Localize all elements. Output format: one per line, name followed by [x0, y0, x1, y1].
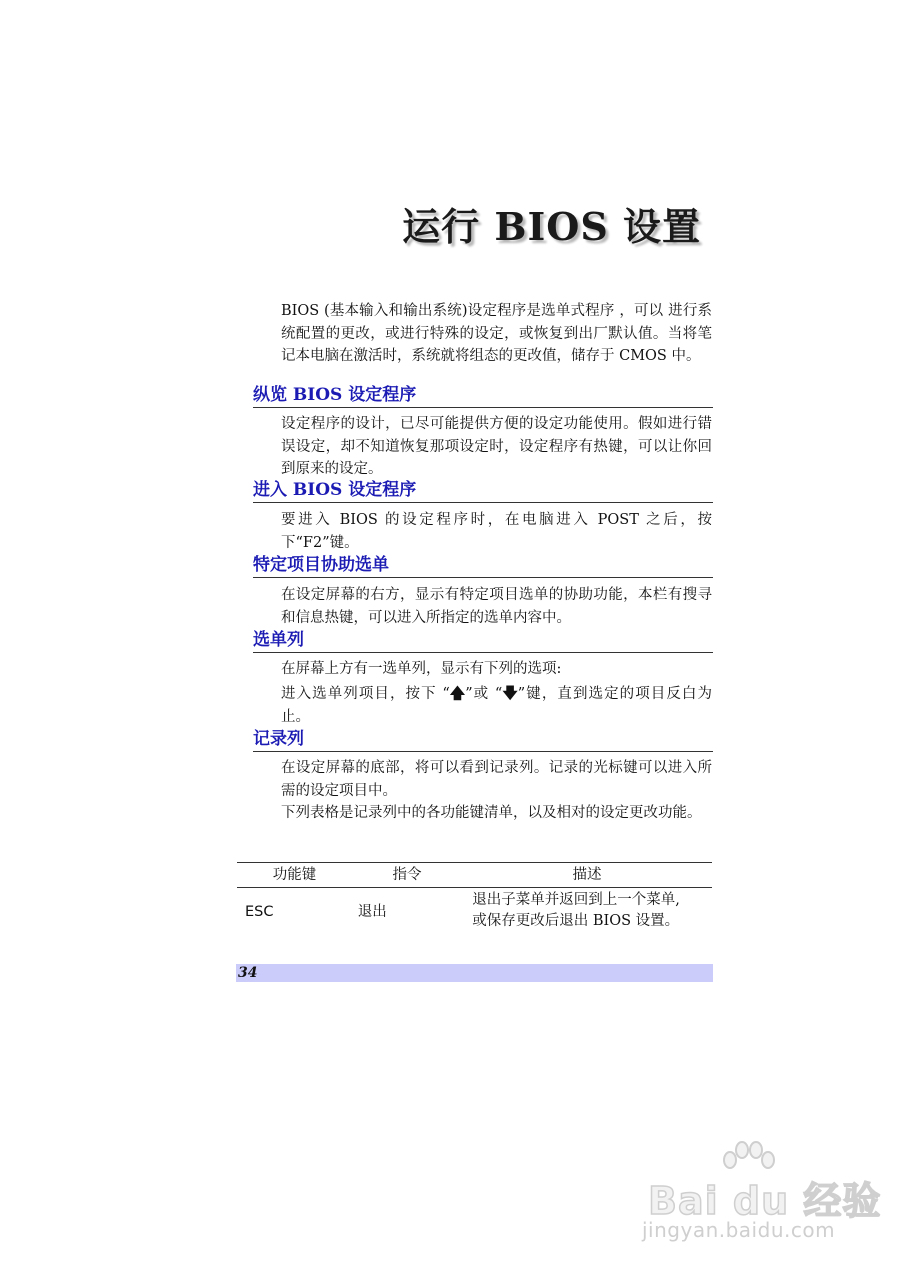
watermark	[640, 1140, 882, 1250]
intro-paragraph: BIOS (基本输入和输出系统)设定程序是选单式程序 ，可以 进行系统配置的更改，或进行特殊的设定，或恢复到出厂默认值。当将笔记本电脑在激活时，系统就将组态的更改值，储存于 CMOS 中。	[281, 303, 712, 364]
section-heading-menu-bar: 选单列	[253, 630, 713, 653]
page-title: 运行 BIOS 设置	[402, 204, 701, 249]
section-heading-item-help: 特定项目协助选单	[253, 555, 713, 578]
table-cell-key: ESC	[245, 904, 274, 920]
status-bar-paragraph: 在设定屏幕的底部，将可以看到记录列。记录的光标键可以进入所需的设定项目中。	[281, 760, 712, 799]
table-cell-description-line2: 或保存更改后退出 BIOS 设置。	[472, 913, 680, 929]
navigation-text-after: ”键，直到选定的项目反白为止。	[281, 686, 712, 725]
menu-bar-paragraph: 在屏幕上方有一选单列，显示有下列的选项:	[281, 661, 562, 677]
page-number: 34	[238, 965, 258, 981]
table-header-description: 描述	[572, 867, 602, 883]
item-help-paragraph: 在设定屏幕的右方，显示有特定项目选单的协助功能，本栏有搜寻和信息热键，可以进入所指定的选单内容中。	[281, 587, 712, 626]
table-cell-description-line1: 退出子菜单并返回到上一个菜单,	[472, 892, 680, 908]
table-row	[237, 888, 712, 934]
table-header-command: 指令	[392, 867, 422, 883]
status-bar-table-intro: 下列表格是记录列中的各功能键清单，以及相对的设定更改功能。	[281, 805, 702, 821]
overview-paragraph: 设定程序的设计，已尽可能提供方便的设定功能使用。假如进行错误设定，却不知道恢复那项设定时，设定程序有热键，可以让你回到原来的设定。	[281, 416, 712, 477]
arrow-down-icon: 🡇	[502, 684, 518, 702]
section-heading-status-bar: 记录列	[253, 729, 713, 752]
watermark-url: jingyan.baidu.com	[642, 1218, 836, 1242]
arrow-up-icon: 🡅	[449, 684, 466, 702]
watermark-logo: Bai du 经验	[648, 1179, 882, 1223]
section-heading-overview: 纵览 BIOS 设定程序	[253, 385, 713, 408]
table-cell-description	[472, 890, 712, 934]
enter-bios-paragraph: 要进入 BIOS 的设定程序时，在电脑进入 POST 之后，按下“F2”键。	[281, 512, 712, 551]
section-heading-enter-bios: 进入 BIOS 设定程序	[253, 480, 713, 503]
footer-bar	[236, 964, 713, 982]
menu-bar-navigation-paragraph	[281, 682, 712, 728]
navigation-text-middle: ”或 “	[465, 686, 503, 702]
table-cell-command: 退出	[357, 904, 387, 920]
table-header	[237, 863, 712, 888]
navigation-text-before: 进入选单列项目，按下 “	[281, 686, 450, 702]
table-header-key: 功能键	[272, 867, 317, 883]
function-key-table	[237, 862, 712, 934]
